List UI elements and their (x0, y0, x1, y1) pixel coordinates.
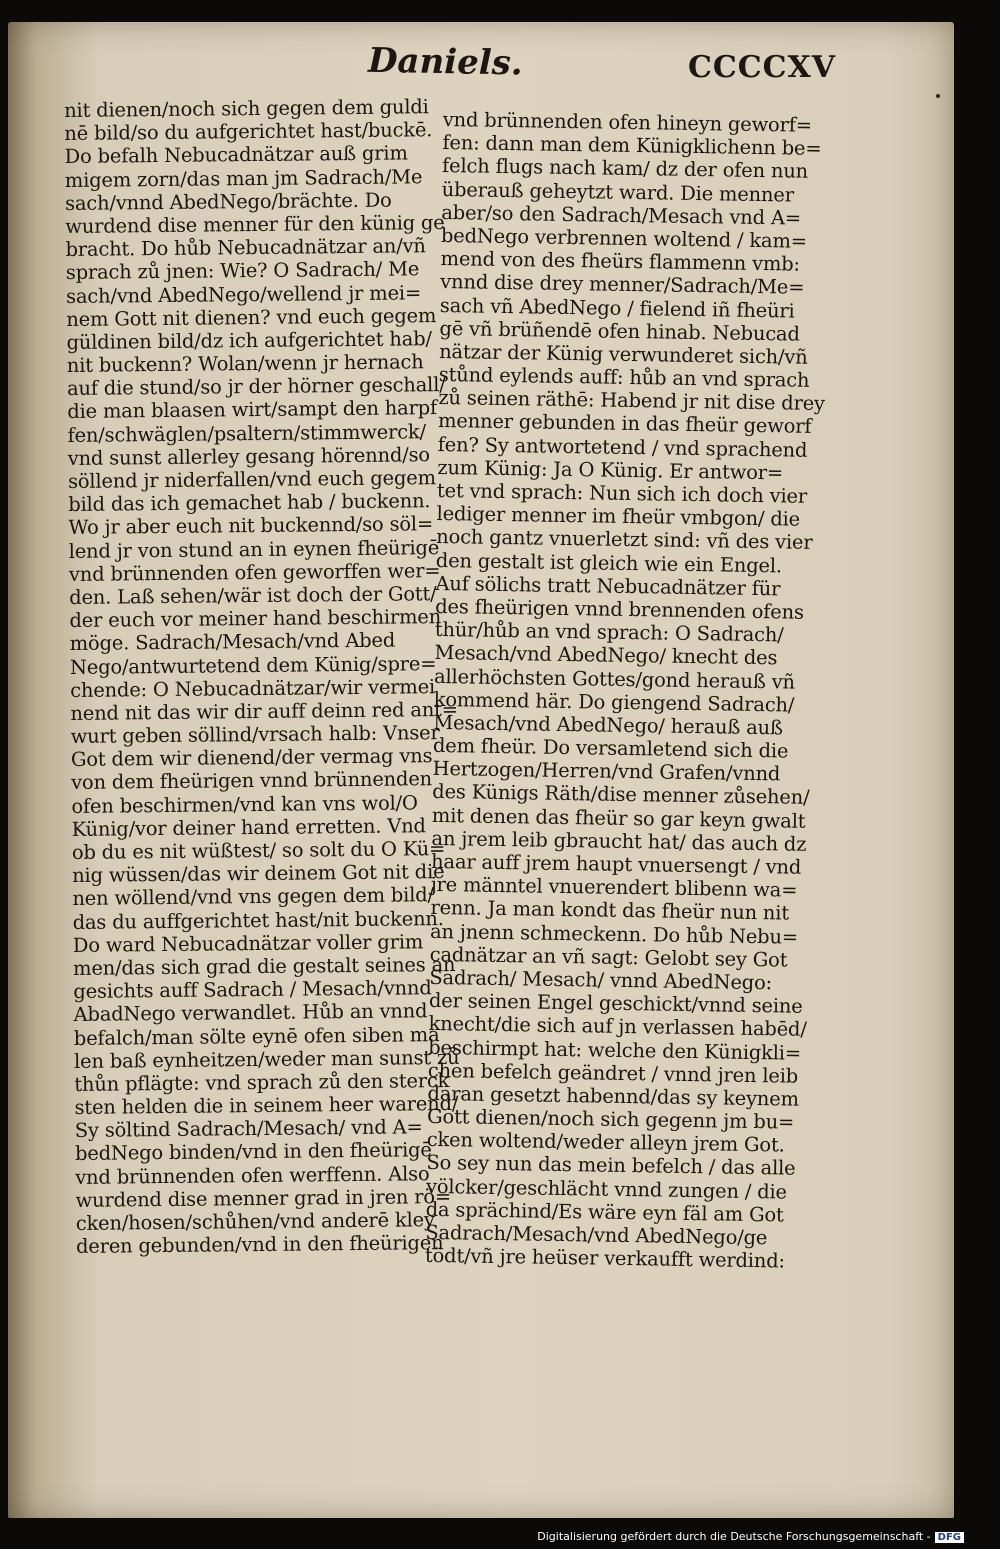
text-line: men/das sich grad die gestalt seines an (72, 952, 456, 980)
text-line: gē vñ brüñendē ofen hinab. Nebucad (439, 316, 800, 346)
text-line: felch flugs nach kam/ dz der ofen nun (441, 154, 809, 184)
text-line: stůnd eylends auff: hůb an vnd sprach (438, 363, 810, 392)
text-line: des fheürigen vnnd brennenden ofens (434, 594, 804, 624)
text-line: vnd sunst allerley gesang hörennd/so (67, 443, 431, 470)
book-page (8, 22, 954, 1518)
text-line: Mesach/vnd AbedNego/ herauß auß (433, 710, 783, 740)
text-line: nend nit das wir dir auff deinn red ant= (70, 697, 459, 725)
text-line: nit buckenn? Wolan/wenn jr hernach (66, 350, 424, 378)
text-line: die man blaasen wirt/sampt den harpf (67, 396, 438, 424)
text-line: söllend jr niderfallen/vnd euch gegem (67, 466, 436, 493)
text-line: sach vñ AbedNego / fielend iñ fheüri (439, 293, 795, 323)
text-line: zů seinen räthē: Habend jr nit dise drey (438, 386, 826, 416)
text-line: cken/hosen/schůhen/vnd anderē kley (75, 1208, 435, 1235)
text-line: gesichts auff Sadrach / Mesach/vnnd (73, 976, 432, 1004)
text-line: chen befelch geändret / vnnd jren leib (427, 1058, 799, 1088)
text-line: dem fheür. Do versamletend sich die (432, 733, 789, 763)
text-line: vnd brünnenden ofen geworffen wer= (68, 558, 441, 586)
text-line: bedNego verbrennen woltend / kam= (440, 223, 808, 253)
text-line: fen? Sy antwortetend / vnd sprachend (437, 432, 808, 462)
text-line: ob du es nit wüßtest/ so solt du O Kü= (71, 837, 446, 864)
text-line: Auf sölichs tratt Nebucadnätzer für (435, 571, 781, 601)
text-line: Do befalh Nebucadnätzar auß grim (64, 141, 408, 169)
text-line: chende: O Nebucadnätzar/wir vermei (70, 674, 436, 702)
text-line: tödt/vñ jre heüser verkaufft werdind: (424, 1244, 786, 1273)
text-line: ofen beschirmen/vnd kan vns wol/O (71, 790, 418, 818)
text-line: Do ward Nebucadnätzar voller grim (72, 930, 424, 957)
text-line: len baß eynheitzen/weder man sunst zů (73, 1045, 460, 1073)
text-line: cken woltend/weder alleyn jrem Got. (426, 1128, 785, 1157)
text-line: der euch vor meiner hand beschirmen (69, 605, 442, 633)
text-line: tet vnd sprach: Nun sich ich doch vier (436, 478, 808, 508)
text-line: nig wüssen/das wir deinem Got nit die (72, 860, 445, 888)
text-line: vnd brünnenden ofen werffenn. Also (75, 1161, 430, 1189)
text-line: von dem fheürigen vnnd brünnenden (71, 767, 433, 795)
text-line: daran gesetzt habennd/das sy keynem (427, 1081, 800, 1111)
text-line: aber/so den Sadrach/Mesach vnd A= (441, 200, 802, 230)
text-line: völcker/geschlächt vnnd zungen / die (425, 1174, 788, 1204)
text-line: auf die stund/so jr der hörner geschall/ (66, 373, 446, 401)
text-line: nem Gott nit dienen? vnd euch gegem (66, 303, 437, 331)
ink-spot (936, 94, 940, 98)
text-line: güldinen bild/dz ich aufgerichtet hab/ (66, 327, 432, 354)
text-line: migem zorn/das man jm Sadrach/Me (64, 164, 423, 192)
text-line: Sadrach/ Mesach/ vnnd AbedNego: (429, 965, 773, 995)
text-line: bracht. Do hůb Nebucadnätzar an/vñ (65, 234, 426, 262)
text-line: des Künigs Räth/dise menner zůsehen/ (432, 780, 810, 810)
text-line: den. Laß sehen/wär ist doch der Gott/ (69, 582, 437, 609)
text-line: wurt geben söllind/vrsach halb: Vnser (70, 721, 440, 749)
text-line: mit denen das fheür so gar keyn gwalt (431, 803, 806, 833)
text-line: den gestalt ist gleich wie ein Engel. (435, 548, 783, 577)
text-line: beschirmpt hat: welche den Künigkli= (428, 1035, 802, 1065)
text-line: sach/vnd AbedNego/wellend jr mei= (65, 280, 422, 308)
text-line: renn. Ja man kondt das fheür nun nit (430, 896, 790, 925)
text-line: sprach zů jnen: Wie? O Sadrach/ Me (65, 257, 420, 285)
text-line: haar auff jrem haupt vnuersengt / vnd (430, 849, 802, 879)
text-line: Künig/vor deiner hand erretten. Vnd (71, 814, 426, 841)
text-line: sten helden die in seinem heer warend/ (74, 1091, 459, 1120)
text-line: bedNego binden/vnd in den fheürigē (74, 1138, 432, 1166)
text-line: allerhöchsten Gottes/gond herauß vñ (433, 664, 796, 694)
dfg-logo: DFG (935, 1532, 964, 1543)
text-line: knecht/die sich auf jn verlassen habēd/ (428, 1012, 807, 1042)
text-line: Sy söltind Sadrach/Mesach/ vnd A= (74, 1115, 423, 1143)
text-line: das du auffgerichtet hast/nit buckenn. (72, 906, 444, 934)
text-line: vnd brünnenden ofen hineyn geworf= (442, 108, 813, 137)
text-line: fen/schwäglen/psaltern/stimmwerck/ (67, 419, 427, 447)
text-line: befalch/man sölte eynē ofen siben ma (73, 1022, 440, 1050)
text-line: nen wöllend/vnd vns gegen dem bild/ (72, 883, 434, 911)
text-line: nē bild/so du aufgerichtet hast/buckē. (64, 118, 433, 146)
text-line: Mesach/vnd AbedNego/ knecht des (434, 641, 778, 670)
text-line: an jnenn schmeckenn. Do hůb Nebu= (429, 919, 799, 949)
text-line: an jrem leib gbraucht hat/ das auch dz (431, 826, 807, 856)
text-line: Hertzogen/Herren/vnd Grafen/vnnd (432, 757, 781, 786)
text-line: Sadrach/Mesach/vnd AbedNego/ge (425, 1220, 768, 1250)
text-line: möge. Sadrach/Mesach/vnd Abed (69, 628, 396, 656)
text-line: Wo jr aber euch nit buckennd/so söl= (68, 512, 434, 540)
text-line: wurdend dise menner für den künig ge (65, 210, 445, 238)
text-line: der seinen Engel geschickt/vnnd seine (428, 989, 803, 1018)
text-line: lediger menner im fheür vmbgon/ die (436, 502, 801, 531)
text-line: Nego/antwurtetend dem Künig/spre= (69, 651, 437, 679)
text-line: nit dienen/noch sich gegen dem guldi (64, 95, 429, 122)
text-line: vnnd dise drey menner/Sadrach/Me= (440, 270, 805, 300)
text-line: So sey nun das mein befelch / das alle (426, 1151, 796, 1181)
text-line: kommend här. Do giengend Sadrach/ (433, 687, 795, 717)
running-title: Daniels. (367, 40, 524, 84)
text-line: überauß geheytzt ward. Die menner (441, 177, 795, 207)
text-line: jre männtel vnuerendert blibenn wa= (430, 873, 798, 902)
text-line: menner gebunden in das fheür geworf (437, 409, 812, 439)
text-line: noch gantz vnuerletzt sind: vñ des vier (436, 525, 813, 555)
funding-notice (537, 1530, 964, 1543)
text-line: da sprächind/Es wäre eyn fäl am Got (425, 1197, 784, 1227)
text-line: cadnätzar an vñ sagt: Gelobt sey Got (429, 942, 788, 972)
text-line: AbadNego verwandlet. Hůb an vnnd (73, 999, 428, 1027)
text-line: thůn pflägte: vnd sprach zů den sterck (74, 1068, 450, 1096)
text-line: lend jr von stund an in eynen fheürigē (68, 535, 440, 563)
text-line: mend von des fheürs flammenn vmb: (440, 247, 801, 276)
funding-notice-text: Digitalisierung gefördert durch die Deutsche Forschungsgemeinschaft - (537, 1530, 931, 1543)
text-line: sach/vnnd AbedNego/brächte. Do (64, 188, 392, 215)
text-line: deren gebunden/vnd in den fheürigen (75, 1231, 444, 1259)
text-line: fen: dann man dem Künigklichenn be= (442, 131, 822, 161)
left-text-column (64, 95, 460, 1259)
page-number: CCCCXV (688, 50, 837, 85)
text-line: thür/hůb an vnd sprach: O Sadrach/ (434, 618, 784, 647)
text-line: Got dem wir dienend/der vermag vns (70, 744, 433, 772)
text-line: wurdend dise menner grad in jren rö= (75, 1184, 452, 1212)
text-line: nätzar der Künig verwunderet sich/vñ (438, 339, 808, 369)
right-text-column (424, 108, 826, 1273)
text-line: Gott dienen/noch sich gegenn jm bu= (426, 1104, 795, 1134)
text-line: zum Künig: Ja O Künig. Er antwor= (437, 455, 784, 485)
text-line: bild das ich gemachet hab / buckenn. (68, 489, 431, 517)
